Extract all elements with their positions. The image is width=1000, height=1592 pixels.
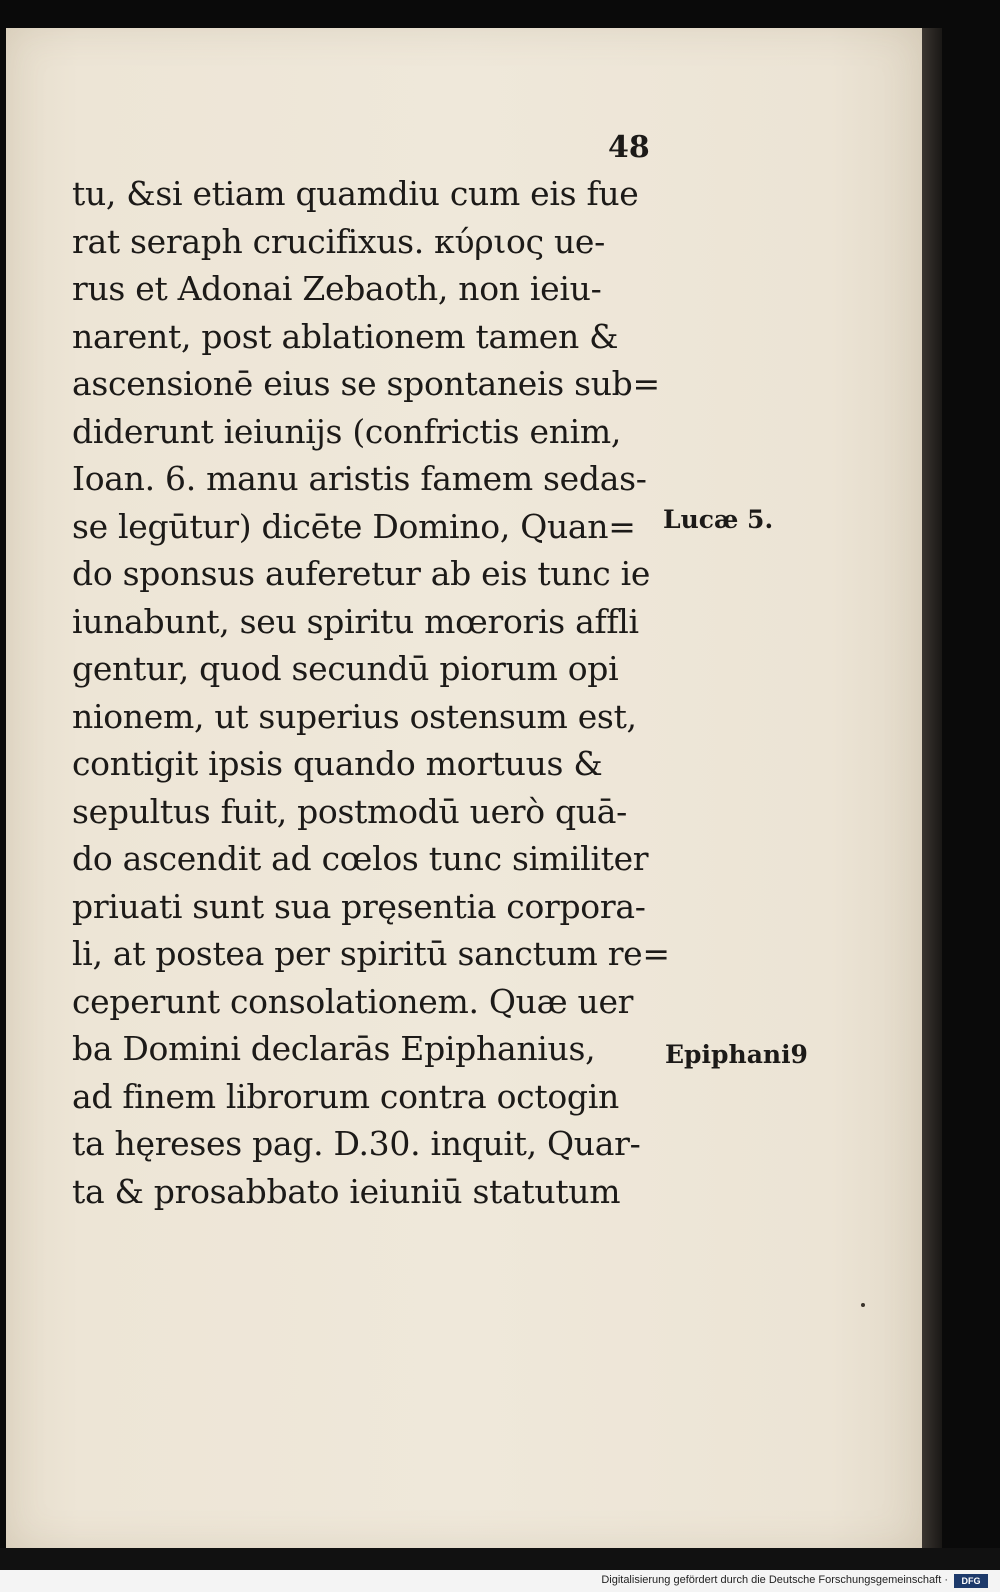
text-line: gentur, quod secundū piorum opi [72,649,619,688]
text-line: do ascendit ad cœlos tunc similiter [72,839,649,878]
text-line: li, at postea per spiritū sanctum re= [72,934,670,973]
text-line: narent, post ablationem tamen & [72,316,619,356]
book-spine-edge [922,28,942,1548]
text-line: ba Domini declarās Epiphanius, [72,1029,596,1068]
text-line: ta & prosabbato ieiuniū statutum [72,1171,621,1211]
text-line: ad finem librorum contra octogin [72,1076,619,1116]
text-line: Ioan. 6. manu aristis famem sedas- [72,459,647,498]
dfg-logo: DFG [954,1574,988,1588]
text-line: ceperunt consolationem. Quæ uer [72,981,634,1021]
text-line: diderunt ieiunijs (confrictis enim, [72,411,622,451]
footer-credit: Digitalisierung gefördert durch die Deutsche Forschungsgemeinschaft · [601,1574,948,1586]
text-line: sepultus fuit, postmodū uerò quā- [72,791,628,831]
page-number: 48 [608,130,650,165]
text-line: ta hęreses pag. D.30. inquit, Quar- [72,1124,641,1163]
text-line: do sponsus auferetur ab eis tunc ie [72,554,651,593]
text-line: se legūtur) dicēte Domino, Quan= [72,506,636,546]
marginal-note-luke: Lucæ 5. [663,505,774,534]
body-text [72,170,670,1215]
paper-speck [861,1303,865,1307]
text-line: contigit ipsis quando mortuus & [72,744,603,783]
marginal-note-epiphanius: Epiphani9 [665,1040,808,1069]
text-line: tu, &si etiam quamdiu cum eis fue [72,174,639,213]
text-line: rus et Adonai Zebaoth, non ieiu- [72,269,602,308]
text-line: nionem, ut superius ostensum est, [72,696,637,736]
scan-bottom-edge [0,1548,1000,1570]
text-line: rat seraph crucifixus. κύριος ue- [72,221,605,261]
text-line: ascensionē eius se spontaneis sub= [72,364,660,403]
text-line: priuati sunt sua pręsentia corpora- [72,886,646,926]
text-line: iunabunt, seu spiritu mœroris affli [72,601,639,641]
